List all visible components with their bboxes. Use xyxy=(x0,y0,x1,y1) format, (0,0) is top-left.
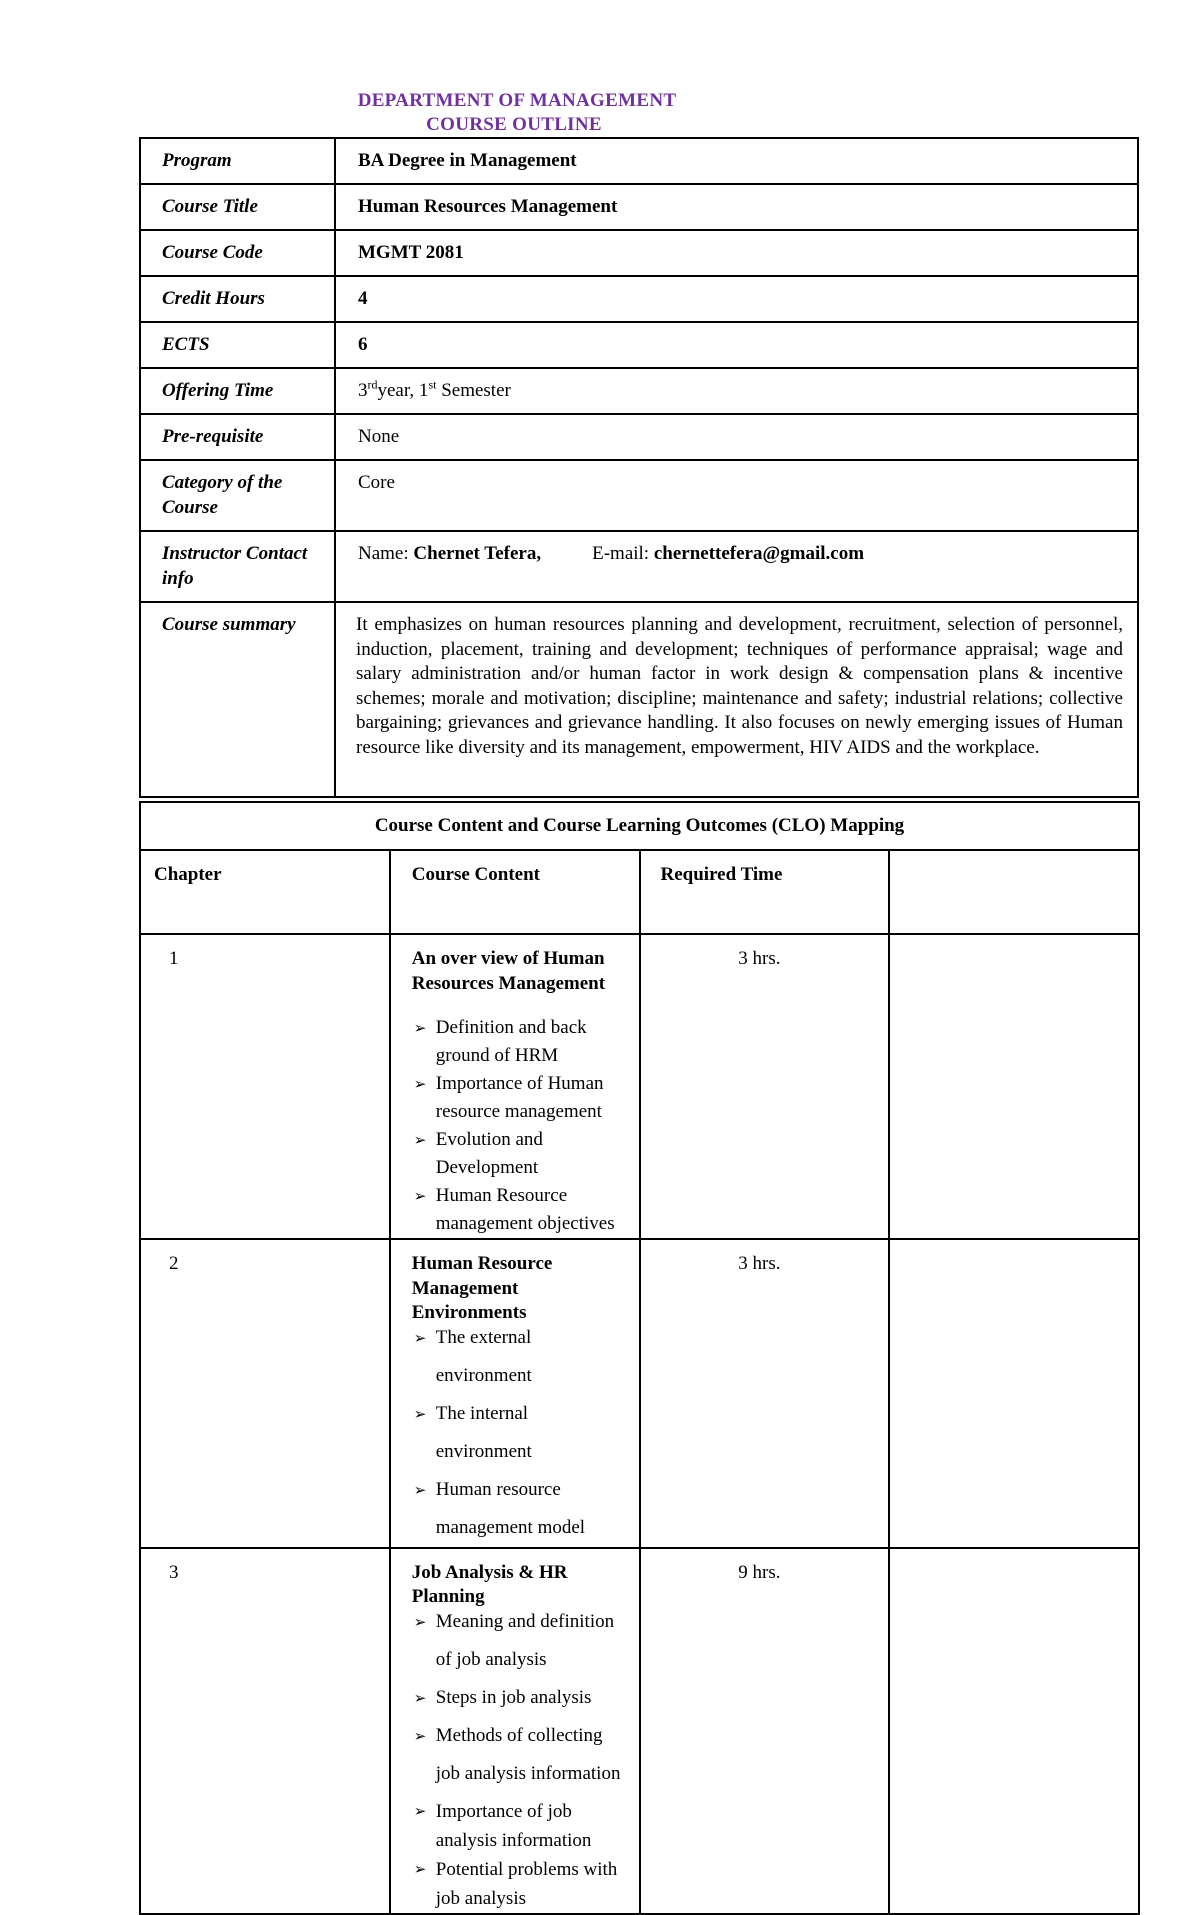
chapter-topic-list xyxy=(412,1014,629,1238)
clo-title: Course Content and Course Learning Outcomes (CLO) Mapping xyxy=(140,802,1139,850)
arrow-bullet-icon: ➢ xyxy=(413,1131,427,1149)
chapter-row xyxy=(140,1548,1139,1914)
ects-row xyxy=(140,322,1138,368)
topic-item: ➢ Methods of collecting job analysis information xyxy=(412,1717,629,1793)
required-time: 3 hrs. xyxy=(640,1239,890,1548)
arrow-bullet-icon: ➢ xyxy=(413,1859,427,1878)
offering-time-row xyxy=(140,368,1138,414)
course-title-value: Human Resources Management xyxy=(335,184,1138,230)
arrow-bullet-icon: ➢ xyxy=(413,1801,427,1820)
offering-time-label: Offering Time xyxy=(140,368,335,414)
credit-hours-value: 4 xyxy=(335,276,1138,322)
chapter-column-header: Chapter xyxy=(140,850,390,934)
arrow-bullet-icon: ➢ xyxy=(413,1612,427,1631)
category-value: Core xyxy=(335,460,1138,531)
program-value: BA Degree in Management xyxy=(335,138,1138,184)
topic-item: ➢ Potential problems with job analysis xyxy=(412,1855,629,1913)
topic-item: ➢ Meaning and definition of job analysis xyxy=(412,1603,629,1679)
clo-header-row xyxy=(140,850,1139,934)
topic-item: ➢ Importance of job analysis information xyxy=(412,1797,629,1855)
chapter-title: Job Analysis & HR Planning xyxy=(411,1561,568,1607)
topic-item: ➢ Evolution and Development xyxy=(412,1126,629,1182)
time-column-header: Required Time xyxy=(640,850,890,934)
course-title-row xyxy=(140,184,1138,230)
arrow-bullet-icon: ➢ xyxy=(413,1688,427,1707)
arrow-bullet-icon: ➢ xyxy=(413,1726,427,1745)
instructor-row xyxy=(140,531,1138,602)
instructor-email: chernettefera@gmail.com xyxy=(653,543,865,564)
chapter-number: 1 xyxy=(140,934,390,1239)
arrow-bullet-icon: ➢ xyxy=(413,1328,427,1347)
chapter-title: Human Resource Management Environments xyxy=(411,1253,553,1323)
chapter-content xyxy=(390,1548,640,1914)
instructor-name: Chernet Tefera, xyxy=(413,543,542,564)
chapter-number: 2 xyxy=(140,1239,390,1548)
offering-year-num: 3 xyxy=(358,380,368,401)
course-code-value: MGMT 2081 xyxy=(335,230,1138,276)
ects-value: 6 xyxy=(335,322,1138,368)
empty-cell xyxy=(889,934,1139,1239)
instructor-label: Instructor Contact info xyxy=(140,531,335,602)
offering-time-value xyxy=(335,368,1138,414)
credit-hours-row xyxy=(140,276,1138,322)
chapter-content xyxy=(390,934,640,1239)
topic-item: ➢ Definition and back ground of HRM xyxy=(412,1014,629,1070)
topic-item: ➢ The internal environment xyxy=(412,1395,629,1471)
course-info-table xyxy=(139,137,1139,798)
offering-semester-text: Semester xyxy=(436,380,511,401)
course-code-label: Course Code xyxy=(140,230,335,276)
instructor-value xyxy=(335,531,1138,602)
clo-title-row xyxy=(140,802,1139,850)
category-label: Category of the Course xyxy=(140,460,335,531)
summary-row xyxy=(140,602,1138,797)
empty-cell xyxy=(889,1548,1139,1914)
offering-year-sup: rd xyxy=(367,377,378,392)
department-heading: DEPARTMENT OF MANAGEMENT xyxy=(357,90,677,111)
chapter-row xyxy=(140,934,1139,1239)
course-outline-heading: COURSE OUTLINE xyxy=(426,114,602,135)
clo-mapping-table xyxy=(139,801,1140,1915)
arrow-bullet-icon: ➢ xyxy=(413,1480,427,1499)
chapter-title: An over view of Human Resources Management xyxy=(411,948,606,994)
prerequisite-label: Pre-requisite xyxy=(140,414,335,460)
chapter-topic-list xyxy=(412,1319,629,1547)
topic-item: ➢ Steps in job analysis xyxy=(412,1679,629,1717)
chapter-topic-list xyxy=(412,1603,629,1913)
chapter-content xyxy=(390,1239,640,1548)
offering-year-text: year, 1 xyxy=(377,380,429,401)
instructor-email-label: E-mail: xyxy=(592,543,654,564)
program-label: Program xyxy=(140,138,335,184)
course-title-label: Course Title xyxy=(140,184,335,230)
required-time: 3 hrs. xyxy=(640,934,890,1239)
empty-cell xyxy=(889,1239,1139,1548)
topic-item: ➢ The external environment xyxy=(412,1319,629,1395)
topic-item: ➢ Human resource management model xyxy=(412,1471,629,1547)
category-row xyxy=(140,460,1138,531)
empty-column-header xyxy=(889,850,1139,934)
prerequisite-row xyxy=(140,414,1138,460)
arrow-bullet-icon: ➢ xyxy=(413,1187,427,1205)
program-row xyxy=(140,138,1138,184)
ects-label: ECTS xyxy=(140,322,335,368)
credit-hours-label: Credit Hours xyxy=(140,276,335,322)
course-code-row xyxy=(140,230,1138,276)
topic-item: ➢ Human Resource management objectives xyxy=(412,1182,629,1238)
chapter-row xyxy=(140,1239,1139,1548)
summary-label: Course summary xyxy=(140,602,335,797)
required-time: 9 hrs. xyxy=(640,1548,890,1914)
content-column-header: Course Content xyxy=(390,850,640,934)
summary-text: It emphasizes on human resources planning and development, recruitment, selection of personnel, induction, placement, training and development; techniques of performance appraisal; wage and salary administration and/or human factor in work design & compensation plans & incentive schemes; morale and motivation; discipline; maintenance and safety; industrial relations; collective bargaining; grievances and grievance handling. It also focuses on newly emerging issues of Human resource like diversity and its management, empowerment, HIV AIDS and the workplace. xyxy=(335,602,1138,797)
offering-semester-sup: st xyxy=(428,377,437,392)
arrow-bullet-icon: ➢ xyxy=(413,1019,427,1037)
arrow-bullet-icon: ➢ xyxy=(413,1404,427,1423)
prerequisite-value: None xyxy=(335,414,1138,460)
arrow-bullet-icon: ➢ xyxy=(413,1075,427,1093)
chapter-number: 3 xyxy=(140,1548,390,1914)
instructor-name-label: Name: xyxy=(358,543,414,564)
topic-item: ➢ Importance of Human resource management xyxy=(412,1070,629,1126)
